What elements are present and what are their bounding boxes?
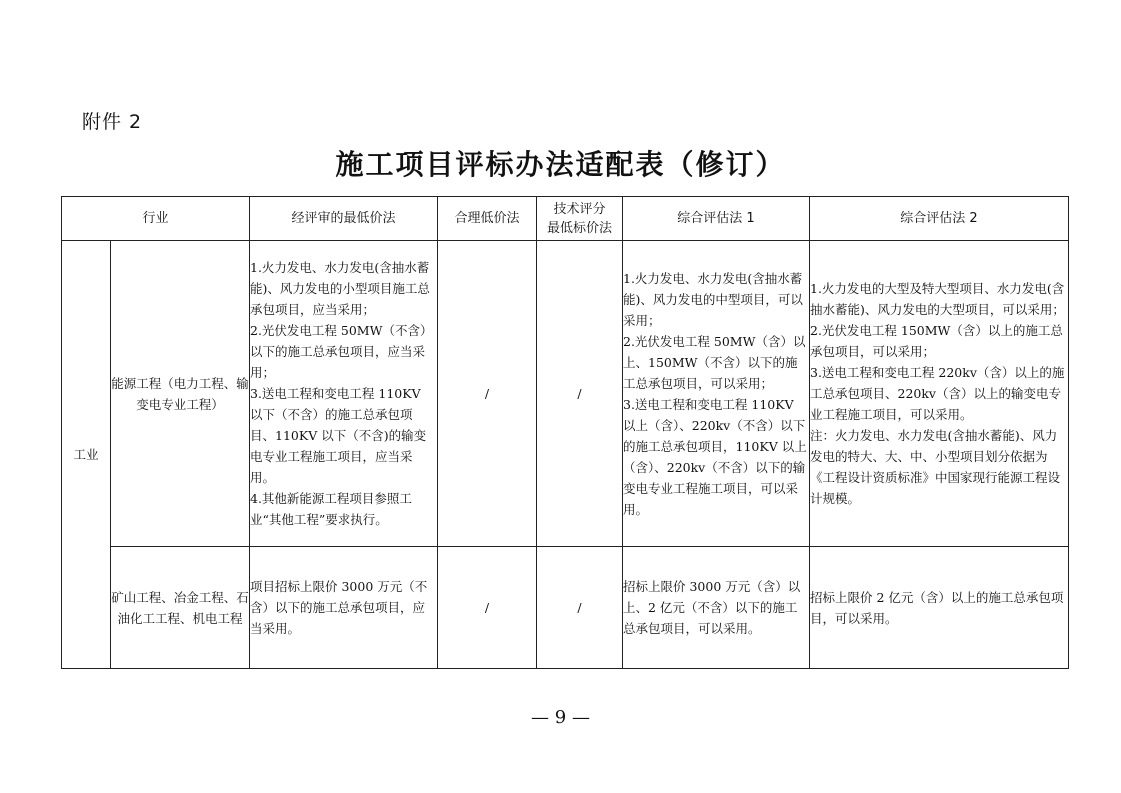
mining-lowest-reviewed-item: 项目招标上限价 3000 万元（不含）以下的施工总承包项目，应当采用。: [250, 579, 428, 636]
energy-lowest-reviewed-item: 1.火力发电、水力发电(含抽水蓄能)、风力发电的小型项目施工总承包项目，应当采用；: [250, 260, 430, 317]
header-comprehensive-2: 综合评估法 2: [810, 197, 1069, 241]
energy-comprehensive-2: [810, 241, 1069, 547]
mining-lowest-reviewed: [250, 547, 438, 669]
document-title: 施工项目评标办法适配表（修订）: [335, 148, 786, 181]
header-reasonable-low: 合理低价法: [438, 197, 537, 241]
subcategory-energy: 能源工程（电力工程、输变电专业工程）: [111, 241, 250, 547]
page-number: — 9 —: [531, 707, 590, 728]
mining-comprehensive-1: [623, 547, 810, 669]
mining-comprehensive-2: [810, 547, 1069, 669]
energy-lowest-reviewed-item: 4.其他新能源工程项目参照工业“其他工程”要求执行。: [250, 491, 412, 527]
header-industry: 行业: [62, 197, 250, 241]
energy-lowest-reviewed-item: 2.光伏发电工程 50MW（不含）以下的施工总承包项目，应当采用；: [250, 323, 433, 380]
energy-comprehensive-1: [623, 241, 810, 547]
mining-comprehensive-1-item: 招标上限价 3000 万元（含）以上、2 亿元（不含）以下的施工总承包项目，可以采用。: [623, 579, 801, 636]
mining-reasonable-low: /: [438, 547, 537, 669]
energy-lowest-reviewed-item: 3.送电工程和变电工程 110KV 以下（不含）的施工总承包项目、110KV 以下（不含)的输变电专业工程施工项目，应当采用。: [250, 386, 427, 485]
evaluation-method-table: [61, 196, 1069, 669]
energy-comprehensive-2-item: 3.送电工程和变电工程 220kv（含）以上的施工总承包项目、220kv（含）以上的输变电专业工程施工项目，可以采用。: [810, 365, 1065, 422]
table-row-energy: [62, 241, 1069, 547]
header-tech-score-line1: 技术评分: [553, 201, 606, 217]
energy-comprehensive-1-item: 1.火力发电、水力发电(含抽水蓄能)、风力发电的中型项目，可以采用；: [623, 270, 803, 328]
attachment-label: 附件 2: [82, 111, 143, 133]
table-row-mining: [62, 547, 1069, 669]
energy-comprehensive-2-note: 注：火力发电、水力发电(含抽水蓄能)、风力发电的特大、大、中、小型项目划分依据为《工程设计资质标准》中国家现行能源工程设计规模。: [810, 428, 1061, 506]
energy-tech-score: /: [537, 241, 623, 547]
header-tech-score-line2: 最低标价法: [546, 220, 612, 236]
header-lowest-reviewed: 经评审的最低价法: [250, 197, 438, 241]
energy-reasonable-low: /: [438, 241, 537, 547]
energy-comprehensive-1-item: 3.送电工程和变电工程 110KV 以上（含）、220kv（不含）以下的施工总承包项目，110KV 以上（含）、220kv（不含）以下的输变电专业工程施工项目，可以采用。: [623, 396, 807, 517]
mining-tech-score: /: [537, 547, 623, 669]
energy-comprehensive-1-item: 2.光伏发电工程 50MW（含）以上、150MW（不含）以下的施工总承包项目，可以采用；: [623, 333, 806, 391]
header-row: [62, 197, 1069, 241]
category-cell: 工业: [62, 241, 111, 669]
energy-lowest-reviewed: [250, 241, 438, 547]
subcategory-mining: 矿山工程、冶金工程、石油化工工程、机电工程: [111, 547, 250, 669]
header-comprehensive-1: 综合评估法 1: [623, 197, 810, 241]
energy-comprehensive-2-item: 1.火力发电的大型及特大型项目、水力发电(含抽水蓄能)、风力发电的大型项目，可以采用；: [810, 281, 1065, 317]
energy-comprehensive-2-item: 2.光伏发电工程 150MW（含）以上的施工总承包项目，可以采用；: [810, 323, 1063, 359]
mining-comprehensive-2-item: 招标上限价 2 亿元（含）以上的施工总承包项目，可以采用。: [810, 589, 1064, 626]
header-tech-score: [537, 197, 623, 241]
